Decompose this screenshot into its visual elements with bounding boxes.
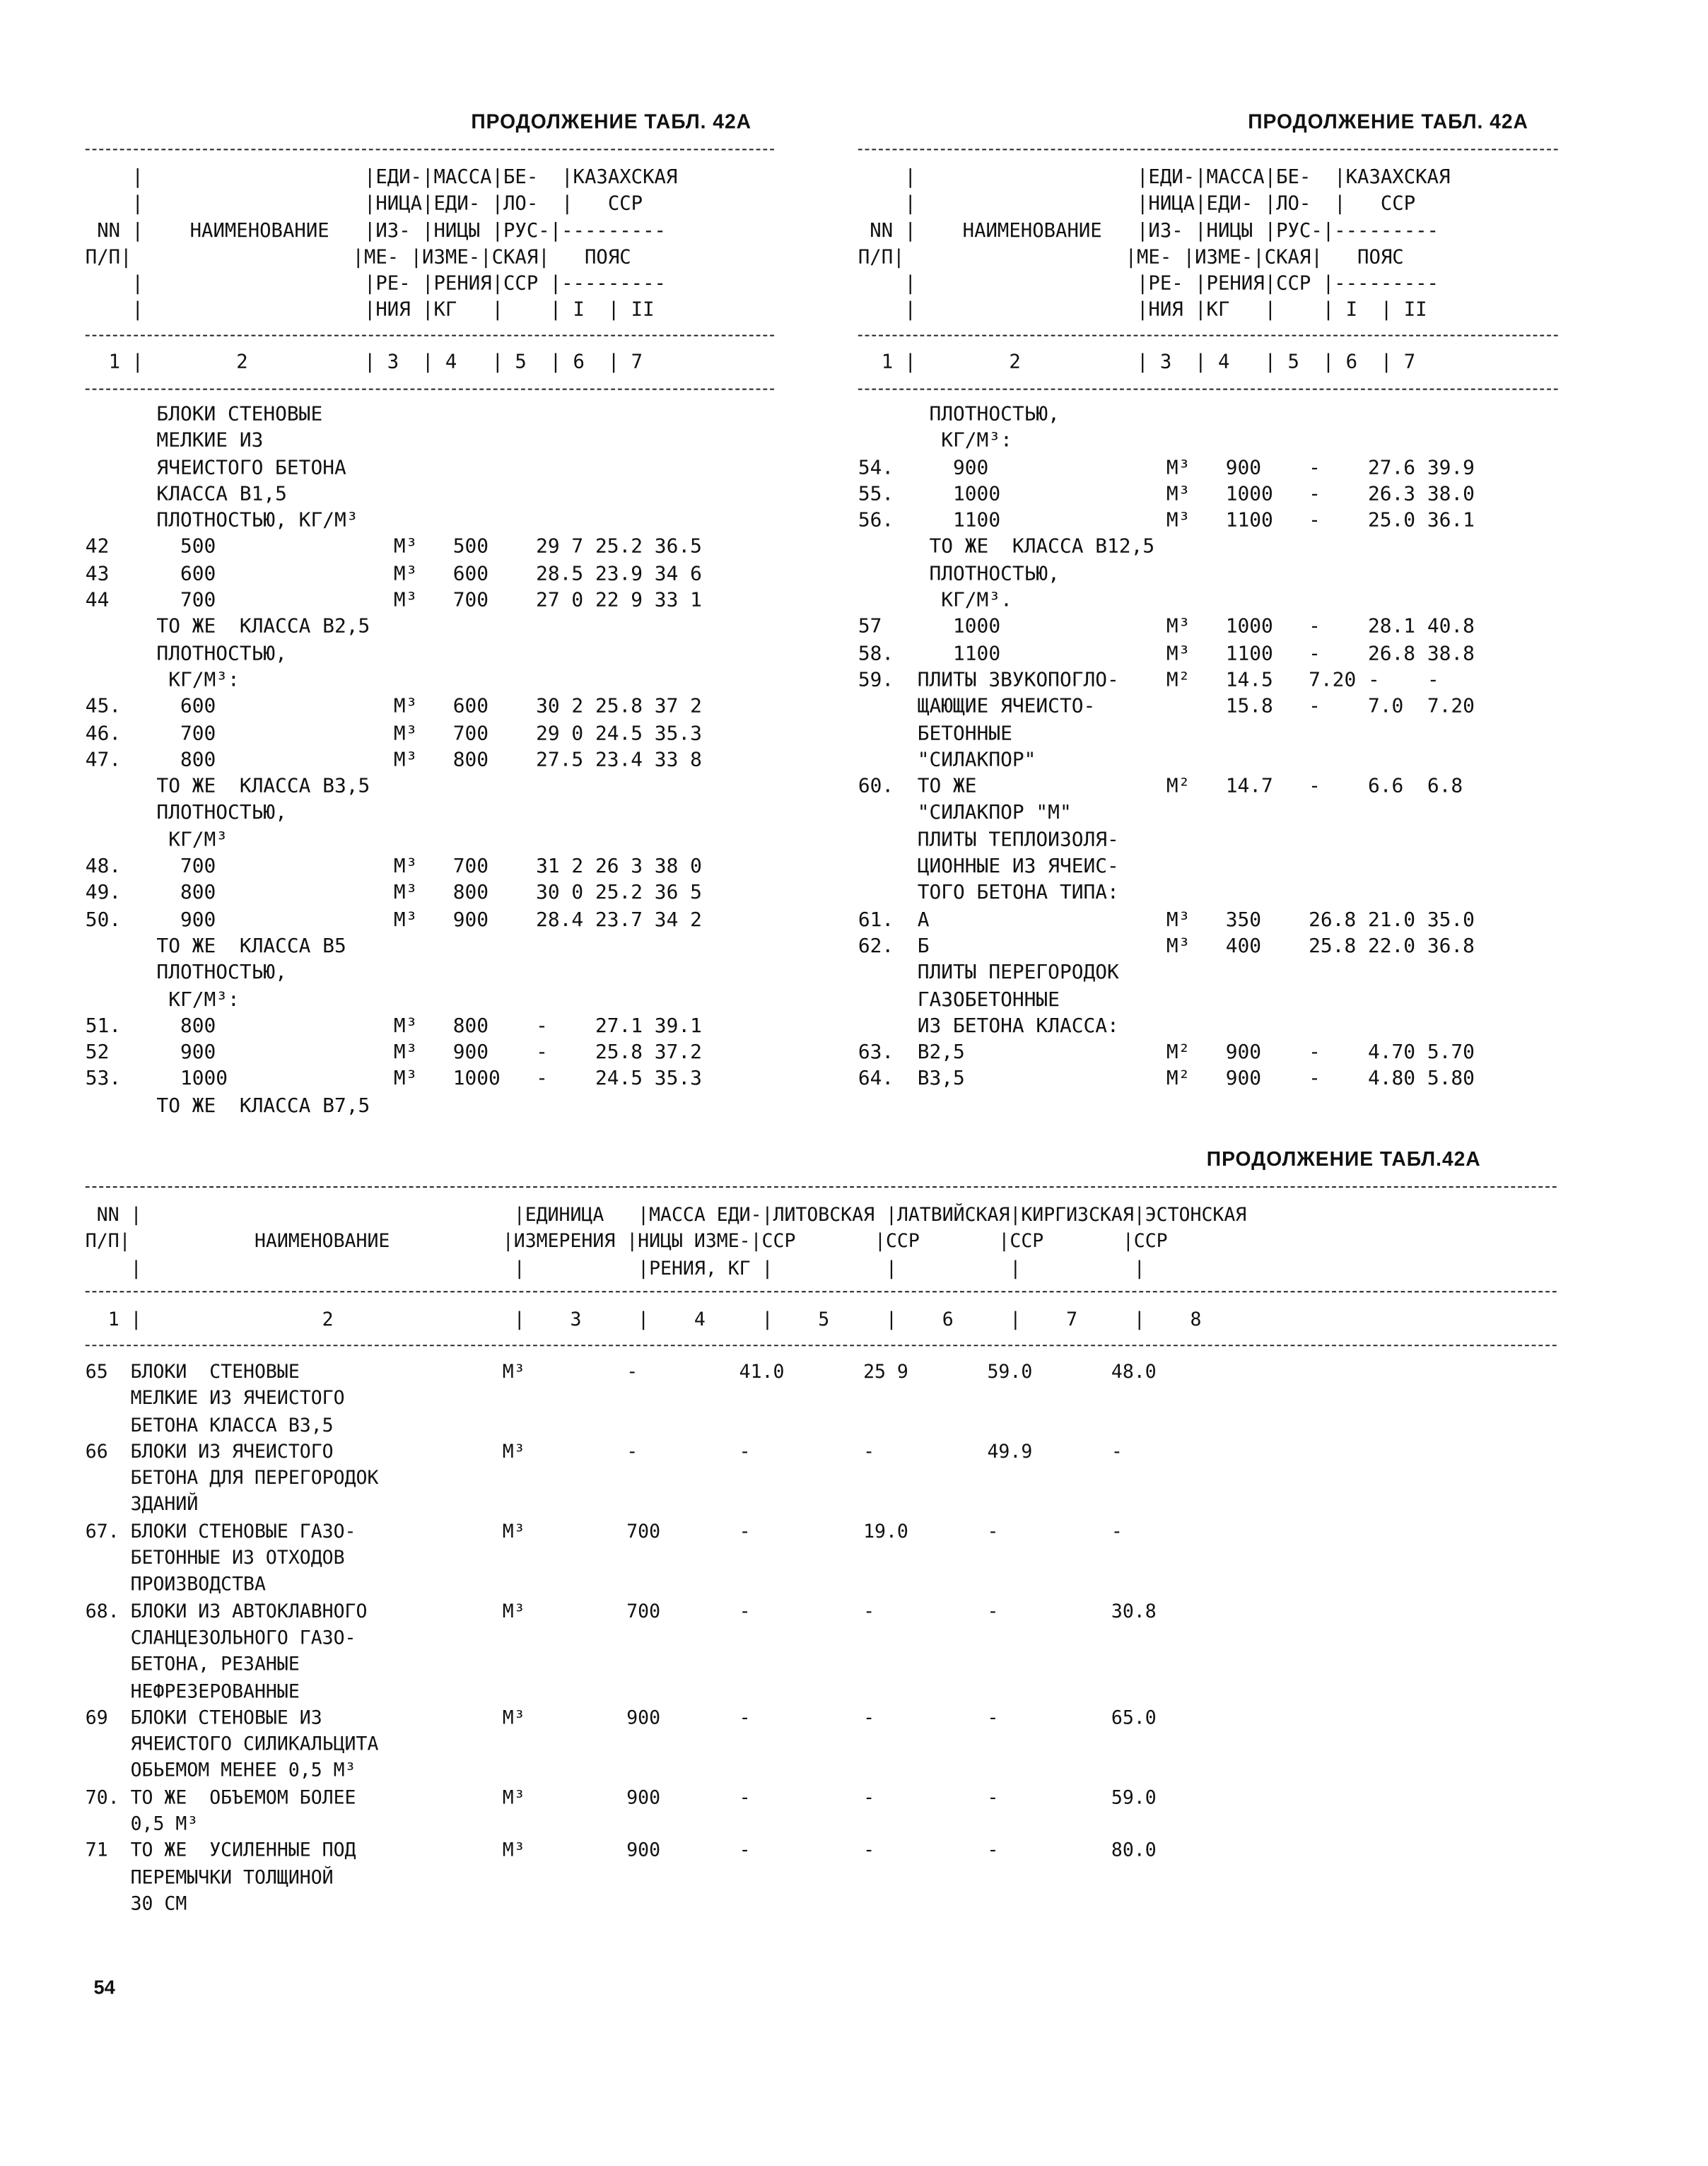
table-row: БЕТОНА КЛАССА В3,5 — [85, 1414, 334, 1437]
divider — [86, 1291, 1557, 1292]
table-row: 44 700 М³ 700 27 0 22 9 33 1 — [85, 590, 702, 612]
table-row: 66 БЛОКИ ИЗ ЯЧЕИСТОГО М³ - - - 49.9 - — [85, 1441, 1123, 1463]
header-line: | |НИЦА|ЕДИ- |ЛО- | ССР — [858, 193, 1416, 216]
left-table-title: ПРОДОЛЖЕНИЕ ТАБЛ. 42А — [471, 111, 752, 134]
table-row: 69 БЛОКИ СТЕНОВЫЕ ИЗ М³ 900 - - - 65.0 — [85, 1707, 1157, 1729]
table-row: МЕЛКИЕ ИЗ ЯЧЕИСТОГО — [85, 1388, 345, 1410]
divider — [86, 1345, 1557, 1346]
table-row: КЛАССА В1,5 — [85, 483, 287, 506]
table-row: ПЛОТНОСТЬЮ, — [85, 802, 287, 825]
table-row: 30 СМ — [85, 1892, 187, 1916]
header-line: | |ЕДИ-|МАССА|БЕ- |КАЗАХСКАЯ — [858, 166, 1451, 189]
header-line: П/П| |МЕ- |ИЗМЕ-|СКАЯ| ПОЯС — [85, 246, 631, 269]
table-row: 45. 600 М³ 600 30 2 25.8 37 2 — [85, 696, 702, 718]
table-row: ЦИОННЫЕ ИЗ ЯЧЕИС- — [858, 855, 1119, 878]
table-row: 57 1000 М³ 1000 - 28.1 40.8 — [858, 616, 1475, 639]
table-row: 51. 800 М³ 800 - 27.1 39.1 — [85, 1015, 702, 1038]
table-row: ИЗ БЕТОНА КЛАССА: — [858, 1015, 1119, 1038]
table-row: СЛАНЦЕЗОЛЬНОГО ГАЗО- — [85, 1627, 356, 1650]
page-number: 54 — [93, 1976, 115, 1998]
header-line: П/П| НАИМЕНОВАНИЕ |ИЗМЕРЕНИЯ |НИЦЫ ИЗМЕ-|ССР |ССР |ССР |ССР — [85, 1231, 1168, 1253]
bottom-table-column-numbers: 1 | 2 | 3 | 4 | 5 | 6 | 7 | 8 — [85, 1309, 1202, 1331]
table-row: 70. ТО ЖЕ ОБЪЕМОМ БОЛЕЕ М³ 900 - - - 59.0 — [85, 1786, 1157, 1809]
table-row: "СИЛАКПОР "М" — [858, 802, 1072, 825]
table-row: ТОГО БЕТОНА ТИПА: — [858, 882, 1119, 905]
table-row: КГ/М³. — [858, 590, 1012, 612]
divider — [86, 1186, 1557, 1188]
table-row: ПЛОТНОСТЬЮ, — [858, 404, 1060, 426]
header-line: | |РЕ- |РЕНИЯ|ССР |--------- — [858, 273, 1439, 295]
right-table-column-numbers: 1 | 2 | 3 | 4 | 5 | 6 | 7 — [858, 351, 1416, 374]
table-row: 65 БЛОКИ СТЕНОВЫЕ М³ - 41.0 25 9 59.0 48.0 — [85, 1361, 1157, 1383]
header-line: | |ЕДИ-|МАССА|БЕ- |КАЗАХСКАЯ — [85, 166, 678, 189]
table-row: ТО ЖЕ КЛАССА В12,5 — [858, 537, 1155, 559]
divider — [86, 149, 774, 151]
table-row: НЕФРЕЗЕРОВАННЫЕ — [85, 1680, 300, 1703]
header-line: NN | НАИМЕНОВАНИЕ |ИЗ- |НИЦЫ |РУС-|--------- — [858, 220, 1439, 242]
bottom-table-header — [86, 1203, 1246, 1283]
left-table-body — [86, 402, 702, 1120]
table-row: ЗДАНИЙ — [85, 1494, 199, 1516]
table-row: 59. ПЛИТЫ ЗВУКОПОГЛО- М² 14.5 7.20 - - — [858, 669, 1439, 692]
table-row: ЯЧЕИСТОГО БЕТОНА — [85, 457, 346, 479]
table-row: 48. 700 М³ 700 31 2 26 3 38 0 — [85, 855, 702, 878]
table-row: "СИЛАКПОР" — [858, 749, 1036, 772]
table-row: КГ/М³: — [85, 988, 240, 1011]
table-row: 43 600 М³ 600 28.5 23.9 34 6 — [85, 563, 702, 585]
table-row: 54. 900 М³ 900 - 27.6 39.9 — [858, 457, 1475, 479]
table-row: 71 ТО ЖЕ УСИЛЕННЫЕ ПОД М³ 900 - - - 80.0 — [85, 1839, 1157, 1862]
table-row: 42 500 М³ 500 29 7 25.2 36.5 — [85, 537, 702, 559]
table-row: ПЛИТЫ ПЕРЕГОРОДОК — [858, 961, 1119, 985]
table-row: ТО ЖЕ КЛАССА В5 — [85, 935, 346, 958]
header-line: | | |РЕНИЯ, КГ | | | | — [85, 1257, 1145, 1280]
table-row: 60. ТО ЖЕ М² 14.7 - 6.6 6.8 — [858, 775, 1463, 798]
table-row: БЕТОННЫЕ ИЗ ОТХОДОВ — [85, 1547, 345, 1570]
table-row: МЕЛКИЕ ИЗ — [85, 430, 264, 452]
table-row: 64. В3,5 М² 900 - 4.80 5.80 — [858, 1068, 1475, 1091]
table-row: 62. Б М³ 400 25.8 22.0 36.8 — [858, 935, 1475, 958]
right-table-body — [858, 402, 1475, 1094]
right-table-header — [858, 165, 1451, 325]
header-line: NN | |ЕДИНИЦА |МАССА ЕДИ-|ЛИТОВСКАЯ |ЛАТВИЙСКАЯ|КИРГИЗСКАЯ|ЭСТОНСКАЯ — [85, 1204, 1247, 1227]
table-row: ТО ЖЕ КЛАССА В7,5 — [85, 1094, 370, 1118]
bottom-table-title: ПРОДОЛЖЕНИЕ ТАБЛ.42А — [1206, 1149, 1481, 1171]
table-row: КГ/М³ — [85, 829, 228, 852]
table-row: 52 900 М³ 900 - 25.8 37.2 — [85, 1041, 702, 1064]
table-row: 49. 800 М³ 800 30 0 25.2 36 5 — [85, 882, 702, 905]
table-row: ТО ЖЕ КЛАССА В2,5 — [85, 616, 370, 639]
table-row: БЕТОННЫЕ — [858, 722, 1012, 745]
table-row: 0,5 М³ — [85, 1813, 199, 1836]
divider — [86, 335, 774, 336]
header-line: NN | НАИМЕНОВАНИЕ |ИЗ- |НИЦЫ |РУС-|--------- — [85, 220, 666, 242]
table-row: БЕТОНА, РЕЗАНЫЕ — [85, 1653, 300, 1676]
header-line: | |НИЯ |КГ | | I | II — [85, 299, 655, 322]
table-row: ТО ЖЕ КЛАССА В3,5 — [85, 775, 370, 798]
table-row: ПРОИЗВОДСТВА — [85, 1574, 266, 1596]
table-row: 55. 1000 М³ 1000 - 26.3 38.0 — [858, 483, 1475, 506]
table-row: КГ/М³: — [858, 430, 1012, 452]
table-row: ПЛОТНОСТЬЮ, КГ/М³ — [85, 510, 358, 532]
table-row: БЛОКИ СТЕНОВЫЕ — [85, 404, 323, 426]
header-line: | |НИЦА|ЕДИ- |ЛО- | ССР — [85, 193, 643, 216]
table-row: 47. 800 М³ 800 27.5 23.4 33 8 — [85, 749, 702, 772]
bottom-table-body — [86, 1360, 1157, 1919]
table-row: ОБЬЕМОМ МЕНЕЕ 0,5 М³ — [85, 1760, 356, 1783]
table-row: 68. БЛОКИ ИЗ АВТОКЛАВНОГО М³ 700 - - - 30.8 — [85, 1600, 1157, 1623]
divider — [858, 389, 1558, 390]
table-row: 56. 1100 М³ 1100 - 25.0 36.1 — [858, 510, 1475, 532]
divider — [86, 389, 774, 390]
table-row: БЕТОНА ДЛЯ ПЕРЕГОРОДОК — [85, 1468, 379, 1490]
table-row: ЯЧЕИСТОГО СИЛИКАЛЬЦИТА — [85, 1733, 379, 1756]
table-row: ГАЗОБЕТОННЫЕ — [858, 988, 1060, 1011]
header-line: | |НИЯ |КГ | | I | II — [858, 299, 1427, 322]
header-line: П/П| |МЕ- |ИЗМЕ-|СКАЯ| ПОЯС — [858, 246, 1404, 269]
divider — [858, 335, 1558, 336]
table-row: ПЛОТНОСТЬЮ, — [858, 563, 1060, 585]
table-row: 58. 1100 М³ 1100 - 26.8 38.8 — [858, 643, 1475, 665]
divider — [858, 149, 1558, 151]
table-row: ПЕРЕМЫЧКИ ТОЛЩИНОЙ — [85, 1866, 334, 1889]
header-line: | |РЕ- |РЕНИЯ|ССР |--------- — [85, 273, 666, 295]
table-row: 61. А М³ 350 26.8 21.0 35.0 — [858, 908, 1475, 931]
table-row: 53. 1000 М³ 1000 - 24.5 35.3 — [85, 1068, 702, 1091]
left-table-header — [86, 165, 678, 325]
table-row: КГ/М³: — [85, 669, 240, 692]
table-row: 50. 900 М³ 900 28.4 23.7 34 2 — [85, 908, 702, 931]
table-row: 67. БЛОКИ СТЕНОВЫЕ ГАЗО- М³ 700 - 19.0 - - — [85, 1521, 1123, 1543]
table-row: ПЛОТНОСТЬЮ, — [85, 961, 287, 985]
table-row: 46. 700 М³ 700 29 0 24.5 35.3 — [85, 722, 702, 745]
right-table-title: ПРОДОЛЖЕНИЕ ТАБЛ. 42А — [1248, 111, 1528, 134]
table-row: ПЛОТНОСТЬЮ, — [85, 643, 287, 665]
table-row: 63. В2,5 М² 900 - 4.70 5.70 — [858, 1041, 1475, 1064]
table-row: ЩАЮЩИЕ ЯЧЕИСТО- 15.8 - 7.0 7.20 — [858, 696, 1475, 718]
table-row: ПЛИТЫ ТЕПЛОИЗОЛЯ- — [858, 829, 1119, 852]
left-table-column-numbers: 1 | 2 | 3 | 4 | 5 | 6 | 7 — [85, 351, 643, 374]
